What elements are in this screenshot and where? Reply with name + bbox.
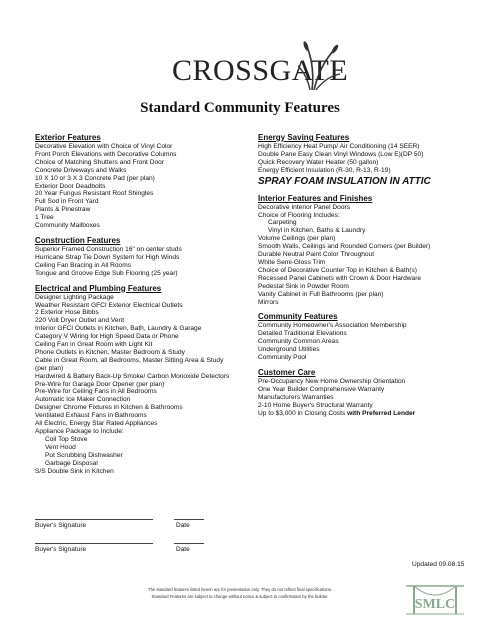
list-item: Weather Resistant GFCI Exterior Electrical Outlets (35, 301, 183, 309)
list-item: Ceiling Fan in Great Room with Light Kit (35, 341, 153, 349)
list-item: Superior Framed Construction 16" on center studs (35, 245, 182, 253)
list-item: Decorative Elevation with Choice of Vinyl Color (35, 143, 173, 150)
list-item: Choice of Decorative Counter Top in Kitchen & Bath(s) (258, 266, 417, 274)
list-item: Designer Chrome Fixtures in Kitchen & Bathrooms (35, 404, 183, 412)
list-item: High Efficiency Heat Pump/ Air Conditioning (14 SEER) (258, 143, 420, 150)
electrical-heading: Electrical and Plumbing Features (35, 283, 162, 293)
sub-list-item: Vent Hood (45, 443, 76, 451)
page-title: Standard Community Features (140, 100, 340, 116)
list-item: Pre-Wire for Garage Door Opener (per plan) (35, 380, 165, 388)
list-item: Detailed Traditional Elevations (258, 330, 347, 338)
list-item: Full Sod in Front Yard (35, 198, 99, 206)
list-item: 10 X 10 or 3 X 3 Concrete Pad (per plan) (35, 174, 155, 182)
list-item: Vanity Cabinet in Full Bathrooms (per plan) (258, 290, 384, 298)
list-item: Community Mailboxes (35, 222, 100, 230)
list-item: 1 Tree (35, 214, 54, 222)
exterior-heading: Exterior Features (35, 133, 101, 142)
list-item (258, 410, 468, 418)
buyer-signature-line-2[interactable] (35, 543, 153, 544)
list-item: Double Pane Easy Clean Vinyl Windows (Low E)(DP 50) (258, 150, 424, 158)
list-item: Mirrors (258, 298, 279, 306)
list-item: Ceiling Fan Bracing in All Rooms (35, 261, 132, 269)
list-item: Quick Recovery Water Heater (50 gallon) (258, 158, 379, 166)
brand-name: CROSSGATE (172, 54, 349, 87)
right-column (258, 133, 468, 417)
disclaimer-line-1: The standard features listed herein are for presentation only. They do not reflect final specifications. (148, 587, 332, 592)
list-item: Pre-Wire for Ceiling Fans in All Bedrooms (35, 388, 157, 396)
list-item: Hardwired & Battery Back-Up Smoke/ Carbon Monoxide Detectors (35, 372, 230, 380)
date-label-1: Date (176, 522, 190, 529)
list-item: Front Porch Elevations with Decorative Columns (35, 150, 177, 158)
energy-heading: Energy Saving Features (258, 133, 350, 142)
updated-date: Updated 09.08.15 (412, 561, 465, 568)
date-line-1[interactable] (174, 519, 204, 520)
list-item: Community Common Areas (258, 338, 339, 346)
buyer-signature-label-2: Buyer's Signature (35, 546, 87, 553)
list-item: Pedestal Sink in Powder Room (258, 282, 349, 290)
list-item: Concrete Driveways and Walks (35, 166, 127, 174)
list-item: Automatic Ice Maker Connection (35, 396, 131, 404)
sub-list-item: Pot Scrubbing Dishwasher (45, 451, 123, 459)
list-item: Plants & Pinestraw (35, 206, 91, 214)
customer-care-heading: Customer Care (258, 367, 316, 377)
list-item: One Year Builder Comprehensive Warranty (258, 385, 385, 393)
list-item: 20 Year Fungus Resistant Roof Shingles (35, 190, 154, 198)
list-item: Community Homeowner's Association Membership (258, 322, 407, 330)
crossgate-logo (172, 40, 349, 92)
construction-heading: Construction Features (35, 235, 121, 245)
list-item: Volume Ceilings (per plan) (258, 235, 336, 243)
preferred-lender-text: with Preferred Lender (347, 409, 416, 417)
date-label-2: Date (176, 546, 190, 553)
date-line-2[interactable] (174, 543, 204, 544)
svg-text:SMLC: SMLC (414, 597, 456, 612)
list-item: Choice of Flooring Includes: (258, 211, 340, 219)
list-item: Energy Efficient Insulation (R-30, R-13, R-19) (258, 166, 391, 174)
list-item: (per plan) (35, 364, 64, 372)
left-column (35, 133, 250, 475)
smlc-logo (404, 576, 466, 618)
list-item: 220 Volt Dryer Outlet and Vent (35, 317, 125, 325)
list-item: Durable Neutral Paint Color Throughout (258, 251, 375, 259)
list-item: All Electric, Energy Star Rated Appliances (35, 420, 158, 428)
list-item: Exterior Door Deadbolts (35, 182, 106, 190)
sub-list-item: Carpeting (268, 219, 297, 227)
buyer-signature-label-1: Buyer's Signature (35, 522, 87, 529)
list-item: Tongue and Groove Edge Sub Flooring (25 year) (35, 269, 178, 277)
sub-list-item: Coil Top Stove (45, 435, 88, 443)
list-item: Hurricane Strap Tie Down System for High Winds (35, 253, 180, 261)
list-item: Community Pool (258, 354, 307, 362)
list-item: White Semi-Gloss Trim (258, 258, 326, 266)
closing-costs-text: Up to $3,000 in Closing Costs (258, 409, 348, 417)
list-item: Appliance Package to Include: (35, 428, 124, 435)
community-heading: Community Features (258, 312, 338, 322)
grass-icon (298, 40, 342, 90)
interior-heading: Interior Features and Finishes (258, 193, 373, 203)
list-item: Choice of Matching Shutters and Front Door (35, 158, 165, 166)
spray-foam-highlight: SPRAY FOAM INSULATION IN ATTIC (258, 175, 431, 187)
sub-list-item: Garbage Disposal (45, 459, 98, 467)
list-item: Smooth Walls, Ceilings and Rounded Corners (per Builder) (258, 243, 431, 251)
list-item: Underground Utilities (258, 346, 320, 354)
list-item: Recessed Panel Cabinets with Crown & Door Hardware (258, 274, 422, 282)
list-item: S/S Double Sink in Kitchen (35, 467, 114, 475)
list-item: Pre-Occupancy New Home Ownership Orientation (258, 377, 406, 385)
list-item: Category V Wiring for High Speed Data or Phone (35, 333, 179, 341)
list-item: Interior GFCI Outlets in Kitchen, Bath, Laundry & Garage (35, 325, 202, 333)
list-item: Cable in Great Room, all Bedrooms, Master Sitting Area & Study (35, 356, 224, 364)
sub-list-item: Vinyl in Kitchen, Baths & Laundry (268, 227, 366, 235)
list-item: Ventilated Exhaust Fans in Bathrooms (35, 412, 147, 420)
list-item: Manufacturers Warranties (258, 393, 334, 401)
list-item: Designer Lighting Package (35, 293, 114, 301)
buyer-signature-line-1[interactable] (35, 519, 153, 520)
list-item: Phone Outlets in Kitchen, Master Bedroom & Study (35, 348, 185, 356)
list-item: 2 Exterior Hose Bibbs (35, 309, 99, 317)
list-item: 2-10 Home Buyer's Structural Warranty (258, 401, 373, 409)
list-item: Decorative Interior Panel Doors (258, 203, 350, 211)
disclaimer-line-2: Standard Features are subject to change without notice & subject to confirmation by the builder. (151, 594, 329, 599)
